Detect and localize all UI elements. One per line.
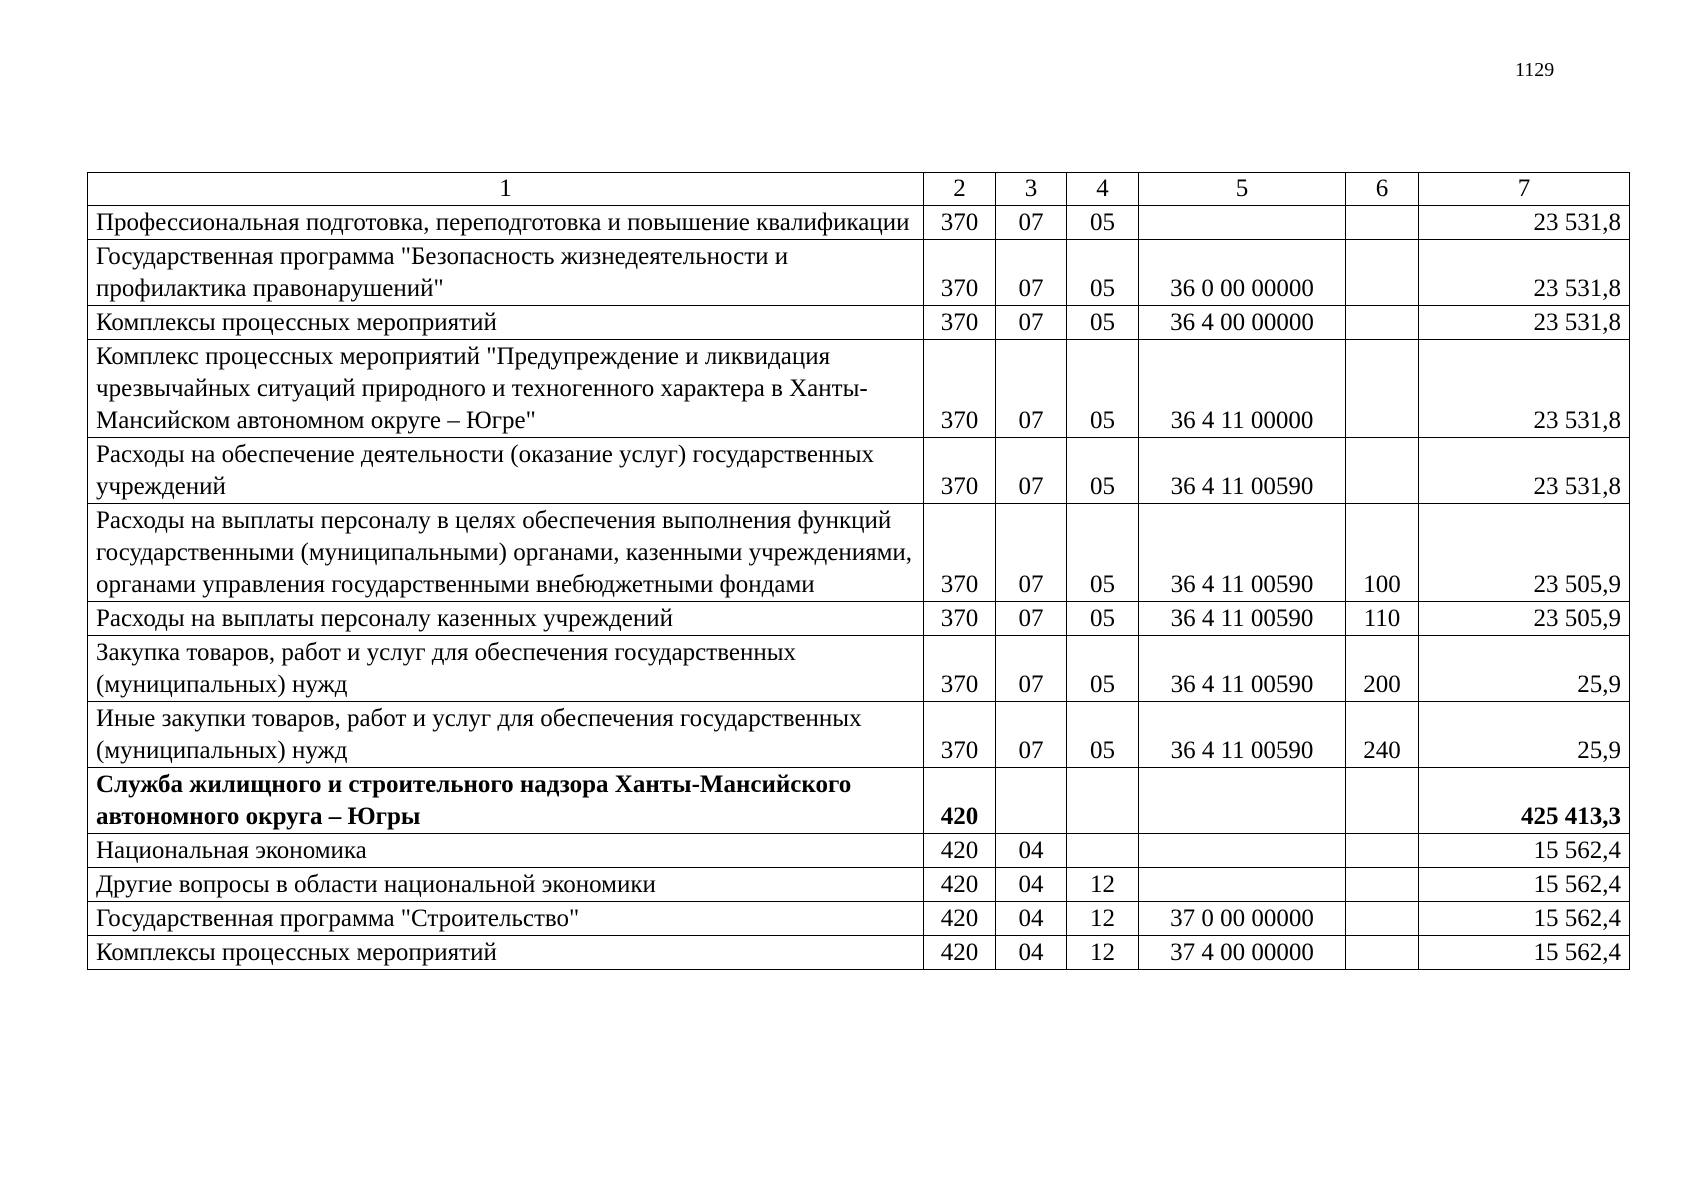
- header-cell: 7: [1419, 173, 1630, 206]
- row-name-cell: Другие вопросы в области национальной экономики: [88, 868, 924, 902]
- header-row: [88, 173, 1630, 206]
- row-expense-type-cell: 240: [1346, 702, 1419, 768]
- row-target-article-cell: 37 0 00 00000: [1139, 902, 1346, 936]
- row-expense-type-cell: [1346, 438, 1419, 504]
- row-section-cell: 04: [996, 902, 1067, 936]
- row-subsection-cell: 05: [1067, 306, 1139, 340]
- row-code-cell: 370: [924, 702, 996, 768]
- header-cell: 3: [996, 173, 1067, 206]
- header-cell: 2: [924, 173, 996, 206]
- table-row: [88, 902, 1630, 936]
- row-amount-cell: 23 531,8: [1419, 206, 1630, 240]
- table-row: [88, 834, 1630, 868]
- budget-table: [87, 172, 1630, 970]
- row-expense-type-cell: [1346, 206, 1419, 240]
- row-name-cell: Комплекс процессных мероприятий "Предупреждение и ликвидация чрезвычайных ситуаций природного и техногенного характера в Ханты-Мансийском автономном округе – Югре": [88, 340, 924, 438]
- row-target-article-cell: 36 4 11 00590: [1139, 636, 1346, 702]
- header-cell: 6: [1346, 173, 1419, 206]
- row-target-article-cell: [1139, 206, 1346, 240]
- row-section-cell: 07: [996, 240, 1067, 306]
- row-target-article-cell: 36 4 11 00590: [1139, 504, 1346, 602]
- table-row: [88, 206, 1630, 240]
- table-row: [88, 636, 1630, 702]
- row-expense-type-cell: [1346, 768, 1419, 834]
- row-section-cell: 07: [996, 636, 1067, 702]
- table-body: [88, 206, 1630, 970]
- row-code-cell: 420: [924, 936, 996, 970]
- row-code-cell: 370: [924, 306, 996, 340]
- row-subsection-cell: [1067, 768, 1139, 834]
- row-target-article-cell: [1139, 868, 1346, 902]
- row-expense-type-cell: [1346, 340, 1419, 438]
- row-expense-type-cell: [1346, 936, 1419, 970]
- row-subsection-cell: 05: [1067, 340, 1139, 438]
- row-section-cell: 04: [996, 868, 1067, 902]
- row-section-cell: 07: [996, 306, 1067, 340]
- row-code-cell: 370: [924, 438, 996, 504]
- table-row: [88, 702, 1630, 768]
- row-amount-cell: 15 562,4: [1419, 868, 1630, 902]
- row-amount-cell: 425 413,3: [1419, 768, 1630, 834]
- row-code-cell: 370: [924, 340, 996, 438]
- header-cell: 5: [1139, 173, 1346, 206]
- table-row: [88, 340, 1630, 438]
- row-expense-type-cell: [1346, 868, 1419, 902]
- row-section-cell: 07: [996, 206, 1067, 240]
- row-target-article-cell: 36 4 00 00000: [1139, 306, 1346, 340]
- row-subsection-cell: 05: [1067, 206, 1139, 240]
- row-target-article-cell: 36 4 11 00590: [1139, 438, 1346, 504]
- table-row: [88, 504, 1630, 602]
- row-amount-cell: 15 562,4: [1419, 834, 1630, 868]
- row-section-cell: 07: [996, 602, 1067, 636]
- row-subsection-cell: 05: [1067, 504, 1139, 602]
- row-code-cell: 370: [924, 240, 996, 306]
- table-row: [88, 868, 1630, 902]
- row-expense-type-cell: 110: [1346, 602, 1419, 636]
- row-target-article-cell: [1139, 768, 1346, 834]
- row-code-cell: 370: [924, 636, 996, 702]
- row-name-cell: Служба жилищного и строительного надзора Ханты-Мансийского автономного округа – Югры: [88, 768, 924, 834]
- row-subsection-cell: 05: [1067, 636, 1139, 702]
- row-target-article-cell: 36 4 11 00590: [1139, 602, 1346, 636]
- row-amount-cell: 25,9: [1419, 702, 1630, 768]
- row-code-cell: 420: [924, 902, 996, 936]
- row-target-article-cell: 36 4 11 00000: [1139, 340, 1346, 438]
- row-amount-cell: 15 562,4: [1419, 936, 1630, 970]
- row-target-article-cell: 36 0 00 00000: [1139, 240, 1346, 306]
- row-target-article-cell: [1139, 834, 1346, 868]
- table-row: [88, 240, 1630, 306]
- row-target-article-cell: 37 4 00 00000: [1139, 936, 1346, 970]
- row-code-cell: 420: [924, 834, 996, 868]
- page-number: 1129: [1515, 59, 1555, 81]
- row-code-cell: 370: [924, 602, 996, 636]
- row-name-cell: Закупка товаров, работ и услуг для обеспечения государственных (муниципальных) нужд: [88, 636, 924, 702]
- row-subsection-cell: 05: [1067, 240, 1139, 306]
- row-subsection-cell: [1067, 834, 1139, 868]
- row-amount-cell: 23 531,8: [1419, 340, 1630, 438]
- row-subsection-cell: 05: [1067, 438, 1139, 504]
- row-expense-type-cell: [1346, 240, 1419, 306]
- row-expense-type-cell: [1346, 834, 1419, 868]
- row-name-cell: Национальная экономика: [88, 834, 924, 868]
- table-row: [88, 438, 1630, 504]
- row-amount-cell: 23 505,9: [1419, 504, 1630, 602]
- table-row: [88, 602, 1630, 636]
- row-expense-type-cell: [1346, 902, 1419, 936]
- row-code-cell: 420: [924, 768, 996, 834]
- row-name-cell: Комплексы процессных мероприятий: [88, 306, 924, 340]
- row-subsection-cell: 05: [1067, 702, 1139, 768]
- table-row: [88, 306, 1630, 340]
- header-cell: 4: [1067, 173, 1139, 206]
- row-section-cell: [996, 768, 1067, 834]
- row-name-cell: Иные закупки товаров, работ и услуг для обеспечения государственных (муниципальных) нужд: [88, 702, 924, 768]
- row-name-cell: Расходы на выплаты персоналу в целях обеспечения выполнения функций государственными (муниципальными) органами, казенными учреждениями, органами управления государственными внебюджетными фондами: [88, 504, 924, 602]
- row-amount-cell: 25,9: [1419, 636, 1630, 702]
- row-section-cell: 04: [996, 936, 1067, 970]
- row-expense-type-cell: [1346, 306, 1419, 340]
- row-amount-cell: 15 562,4: [1419, 902, 1630, 936]
- table-row: [88, 768, 1630, 834]
- row-amount-cell: 23 531,8: [1419, 306, 1630, 340]
- row-name-cell: Расходы на обеспечение деятельности (оказание услуг) государственных учреждений: [88, 438, 924, 504]
- row-section-cell: 04: [996, 834, 1067, 868]
- header-cell: 1: [88, 173, 924, 206]
- row-subsection-cell: 12: [1067, 868, 1139, 902]
- row-expense-type-cell: 200: [1346, 636, 1419, 702]
- row-section-cell: 07: [996, 702, 1067, 768]
- row-subsection-cell: 05: [1067, 602, 1139, 636]
- row-target-article-cell: 36 4 11 00590: [1139, 702, 1346, 768]
- row-amount-cell: 23 531,8: [1419, 438, 1630, 504]
- row-name-cell: Государственная программа "Безопасность жизнедеятельности и профилактика правонарушений": [88, 240, 924, 306]
- row-name-cell: Государственная программа "Строительство": [88, 902, 924, 936]
- row-expense-type-cell: 100: [1346, 504, 1419, 602]
- row-name-cell: Комплексы процессных мероприятий: [88, 936, 924, 970]
- row-section-cell: 07: [996, 438, 1067, 504]
- row-section-cell: 07: [996, 340, 1067, 438]
- row-code-cell: 370: [924, 206, 996, 240]
- table-row: [88, 936, 1630, 970]
- row-amount-cell: 23 531,8: [1419, 240, 1630, 306]
- row-code-cell: 420: [924, 868, 996, 902]
- row-code-cell: 370: [924, 504, 996, 602]
- row-subsection-cell: 12: [1067, 936, 1139, 970]
- row-name-cell: Профессиональная подготовка, переподготовка и повышение квалификации: [88, 206, 924, 240]
- row-amount-cell: 23 505,9: [1419, 602, 1630, 636]
- row-name-cell: Расходы на выплаты персоналу казенных учреждений: [88, 602, 924, 636]
- row-section-cell: 07: [996, 504, 1067, 602]
- row-subsection-cell: 12: [1067, 902, 1139, 936]
